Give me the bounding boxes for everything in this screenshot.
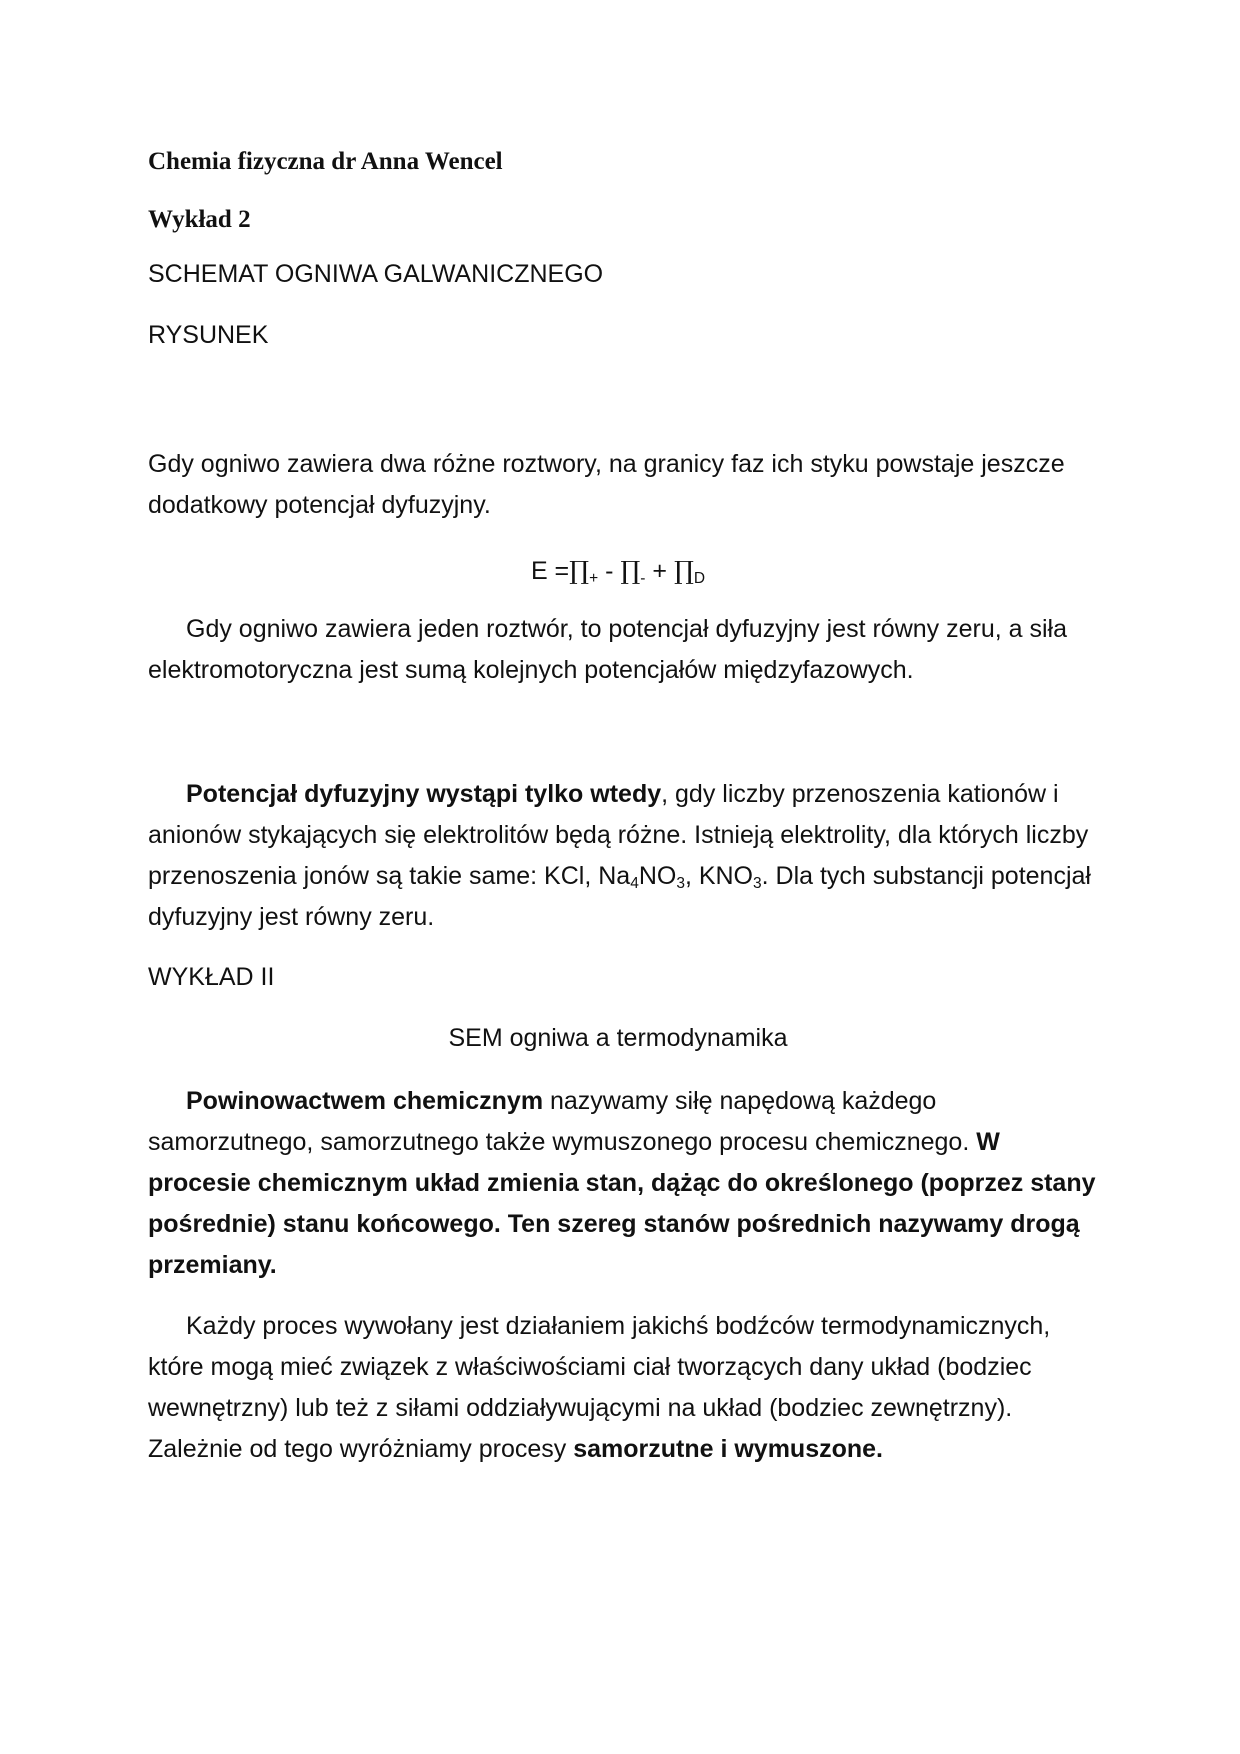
eq-sub-plus: + — [589, 570, 599, 587]
p3-sub2: 3 — [676, 875, 685, 892]
figure-placeholder-label: RYSUNEK — [148, 321, 269, 349]
p3-text2: NO — [638, 862, 677, 890]
p3-sub1: 4 — [630, 875, 639, 892]
p4-bold-tail: W procesie chemicznym układ zmienia stan, dążąc do określonego (poprzez stany pośrednie) stanu końcowego. Ten szereg stanów pośrednich nazywamy drogą przemiany. — [148, 1128, 1096, 1279]
paragraph-chemical-affinity — [148, 1081, 1098, 1286]
subheading-sem: SEM ogniwa a termodynamika — [448, 1024, 788, 1052]
eq-pi-plus: ∏ — [569, 556, 590, 585]
p3-text3: , KNO — [684, 862, 754, 890]
p4-bold-lead: Powinowactwem chemicznym — [186, 1087, 544, 1115]
p3-bold-lead: Potencjał dyfuzyjny wystąpi tylko wtedy — [186, 780, 662, 808]
eq-pi-d: ∏ — [673, 556, 694, 585]
eq-plus: + — [645, 557, 674, 585]
emf-equation — [148, 550, 1088, 592]
section-heading-schemat: SCHEMAT OGNIWA GALWANICZNEGO — [148, 260, 604, 288]
p3-text4: . Dla tych substancji potencjał dyfuzyjny jest równy zeru. — [148, 862, 1091, 931]
eq-lhs: E = — [530, 557, 570, 585]
eq-minus: - — [598, 557, 621, 585]
eq-pi-minus: ∏ — [620, 556, 641, 585]
lecture-number: Wykład 2 — [148, 206, 251, 233]
paragraph-process-stimuli — [148, 1306, 1098, 1470]
paragraph-diffusion-potential — [148, 774, 1098, 938]
eq-sub-minus: - — [640, 570, 646, 587]
course-title: Chemia fizyczna dr Anna Wencel — [148, 148, 503, 175]
p5-bold-tail: samorzutne i wymuszone. — [573, 1435, 883, 1463]
p5-text1: Każdy proces wywołany jest działaniem jakichś bodźców termodynamicznych, które mogą mieć związek z właściwościami ciał tworzących dany układ (bodziec wewnętrzny) lub też z siłami oddziaływującymi na układ (bodziec zewnętrzny). Zależnie od tego wyróżniamy procesy — [148, 1312, 1051, 1463]
p4-text1: nazywamy siłę napędową każdego samorzutnego, samorzutnego także wymuszonego procesu chemicznego. — [148, 1087, 977, 1156]
eq-sub-d: D — [693, 570, 706, 587]
p3-sub3: 3 — [753, 875, 762, 892]
p3-text1: , gdy liczby przenoszenia kationów i anionów stykających się elektrolitów będą różne. Istnieją elektrolity, dla których liczby przenoszenia jonów są takie same: KCl, Na — [148, 780, 1089, 890]
paragraph-one-solution: Gdy ogniwo zawiera jeden roztwór, to potencjał dyfuzyjny jest równy zeru, a siła elektromotoryczna jest sumą kolejnych potencjałów międzyfazowych. — [148, 615, 1067, 684]
section-heading-wyklad: WYKŁAD II — [148, 963, 275, 991]
paragraph-two-solutions: Gdy ogniwo zawiera dwa różne roztwory, na granicy faz ich styku powstaje jeszcze dodatkowy potencjał dyfuzyjny. — [148, 450, 1065, 519]
